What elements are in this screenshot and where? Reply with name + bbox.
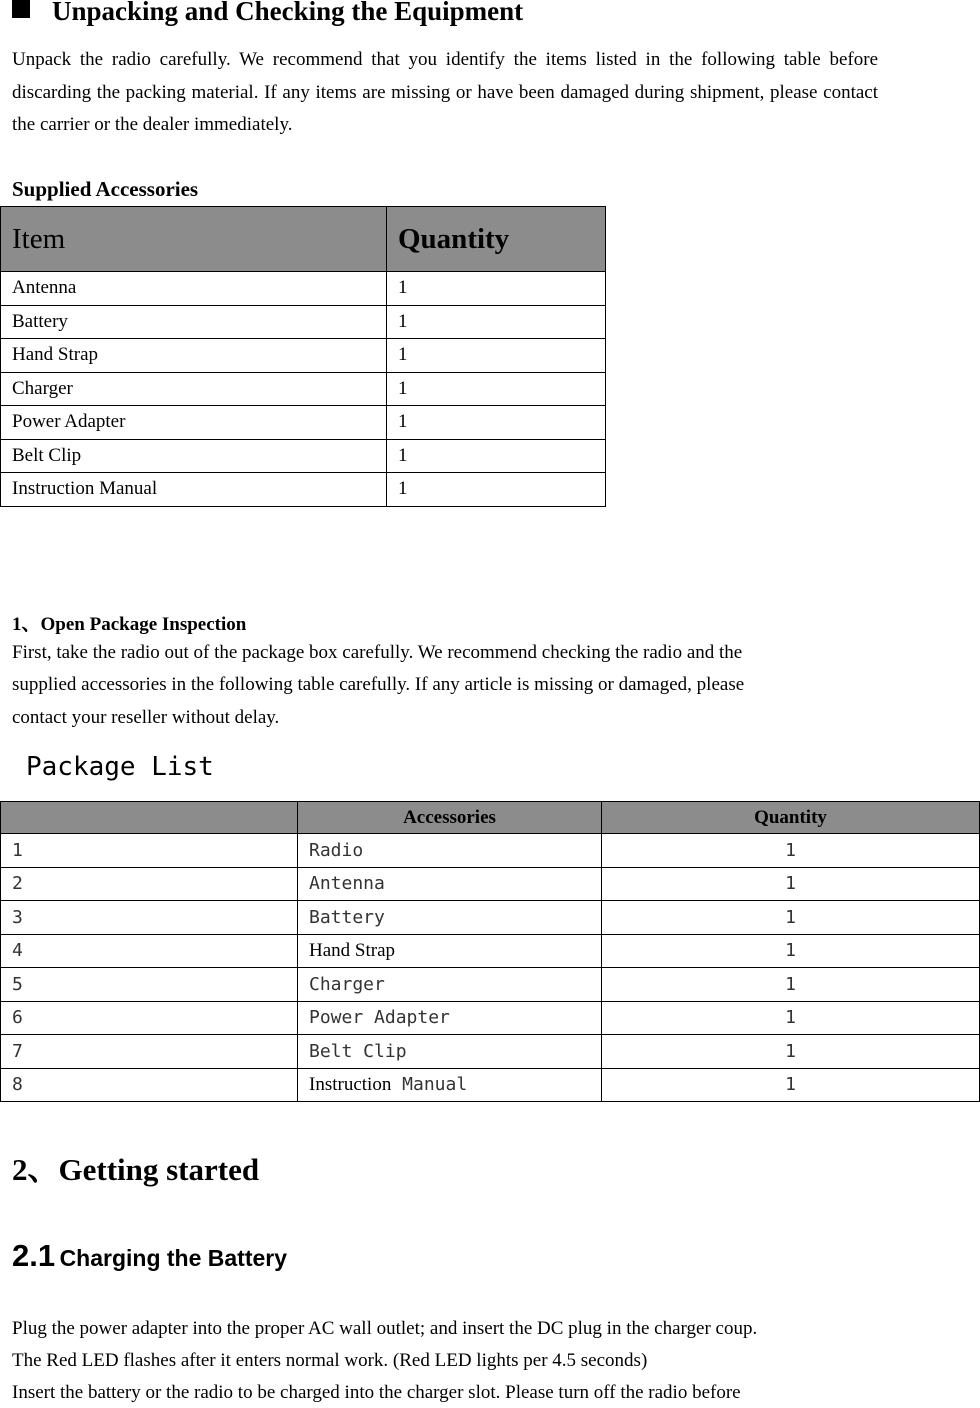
quantity-cell: 1 (602, 1068, 980, 1102)
charging-line: Insert the battery or the radio to be charged into the charger slot. Please turn off the radio before (12, 1382, 741, 1403)
table-row (1, 867, 980, 901)
page-heading: Unpacking and Checking the Equipment (12, 0, 523, 27)
column-header-quantity: Quantity (387, 207, 606, 272)
quantity-cell: 1 (602, 901, 980, 935)
number-cell: 2 (1, 867, 298, 901)
quantity-cell: 1 (602, 1035, 980, 1069)
charging-heading (12, 1238, 287, 1274)
column-header-item: Item (1, 207, 387, 272)
accessory-cell: Charger (298, 968, 602, 1002)
table-row (1, 272, 606, 306)
table-header-row (1, 207, 606, 272)
quantity-cell: 1 (387, 372, 606, 406)
accessory-cell-part: Manual (402, 1073, 468, 1095)
accessory-cell: Hand Strap (298, 934, 602, 968)
quantity-cell: 1 (602, 834, 980, 868)
quantity-cell: 1 (602, 1001, 980, 1035)
accessory-cell: Antenna (298, 867, 602, 901)
accessory-cell-part: Instruction (309, 1073, 392, 1095)
table-row (1, 968, 980, 1002)
accessory-cell: Battery (298, 901, 602, 935)
table-row (1, 1001, 980, 1035)
table-row (1, 439, 606, 473)
quantity-cell: 1 (602, 968, 980, 1002)
quantity-cell: 1 (387, 339, 606, 373)
table-row (1, 934, 980, 968)
table-header-row (1, 802, 980, 834)
table-row (1, 901, 980, 935)
column-header-number (1, 802, 298, 834)
intro-paragraph: Unpack the radio carefully. We recommend that you identify the items listed in the following table before discarding the packing material. If any items are missing or have been damaged during shipment, please contact the carrier or the dealer immediately. (12, 49, 878, 135)
quantity-cell: 1 (602, 867, 980, 901)
number-cell: 7 (1, 1035, 298, 1069)
accessory-cell (298, 1068, 602, 1102)
number-cell: 3 (1, 901, 298, 935)
number-cell: 4 (1, 934, 298, 968)
table-row (1, 406, 606, 440)
item-cell: Belt Clip (1, 439, 387, 473)
inspection-line: contact your reseller without delay. (12, 707, 280, 728)
package-list-table (0, 801, 980, 1102)
charging-line: Plug the power adapter into the proper AC wall outlet; and insert the DC plug in the charger coup. (12, 1318, 758, 1339)
item-cell: Power Adapter (1, 406, 387, 440)
getting-started-heading: 2、Getting started (12, 1152, 260, 1187)
inspection-line: supplied accessories in the following table carefully. If any article is missing or damaged, please (12, 674, 745, 695)
quantity-cell: 1 (602, 934, 980, 968)
inspection-line: First, take the radio out of the package box carefully. We recommend checking the radio and the (12, 642, 743, 663)
number-cell: 8 (1, 1068, 298, 1102)
package-list-title: Package List (26, 752, 214, 782)
table-row (1, 834, 980, 868)
quantity-cell: 1 (387, 439, 606, 473)
table-row (1, 339, 606, 373)
supplied-accessories-title: Supplied Accessories (12, 177, 199, 201)
number-cell: 1 (1, 834, 298, 868)
section-number: 2.1 (12, 1238, 56, 1273)
number-cell: 6 (1, 1001, 298, 1035)
supplied-accessories-table (0, 206, 606, 507)
table-row (1, 372, 606, 406)
column-header-quantity: Quantity (602, 802, 980, 834)
quantity-cell: 1 (387, 473, 606, 507)
accessory-cell: Belt Clip (298, 1035, 602, 1069)
number-cell: 5 (1, 968, 298, 1002)
square-bullet-icon (12, 0, 30, 18)
charging-line: The Red LED flashes after it enters normal work. (Red LED lights per 4.5 seconds) (12, 1350, 648, 1371)
section-title: Charging the Battery (59, 1245, 288, 1271)
accessory-cell: Power Adapter (298, 1001, 602, 1035)
inspection-title: 1、Open Package Inspection (12, 614, 247, 635)
quantity-cell: 1 (387, 305, 606, 339)
table-row (1, 1068, 980, 1102)
item-cell: Antenna (1, 272, 387, 306)
item-cell: Hand Strap (1, 339, 387, 373)
item-cell: Charger (1, 372, 387, 406)
accessory-cell: Radio (298, 834, 602, 868)
table-row (1, 1035, 980, 1069)
column-header-accessories: Accessories (298, 802, 602, 834)
quantity-cell: 1 (387, 406, 606, 440)
item-cell: Battery (1, 305, 387, 339)
table-row (1, 305, 606, 339)
item-cell: Instruction Manual (1, 473, 387, 507)
quantity-cell: 1 (387, 272, 606, 306)
table-row (1, 473, 606, 507)
